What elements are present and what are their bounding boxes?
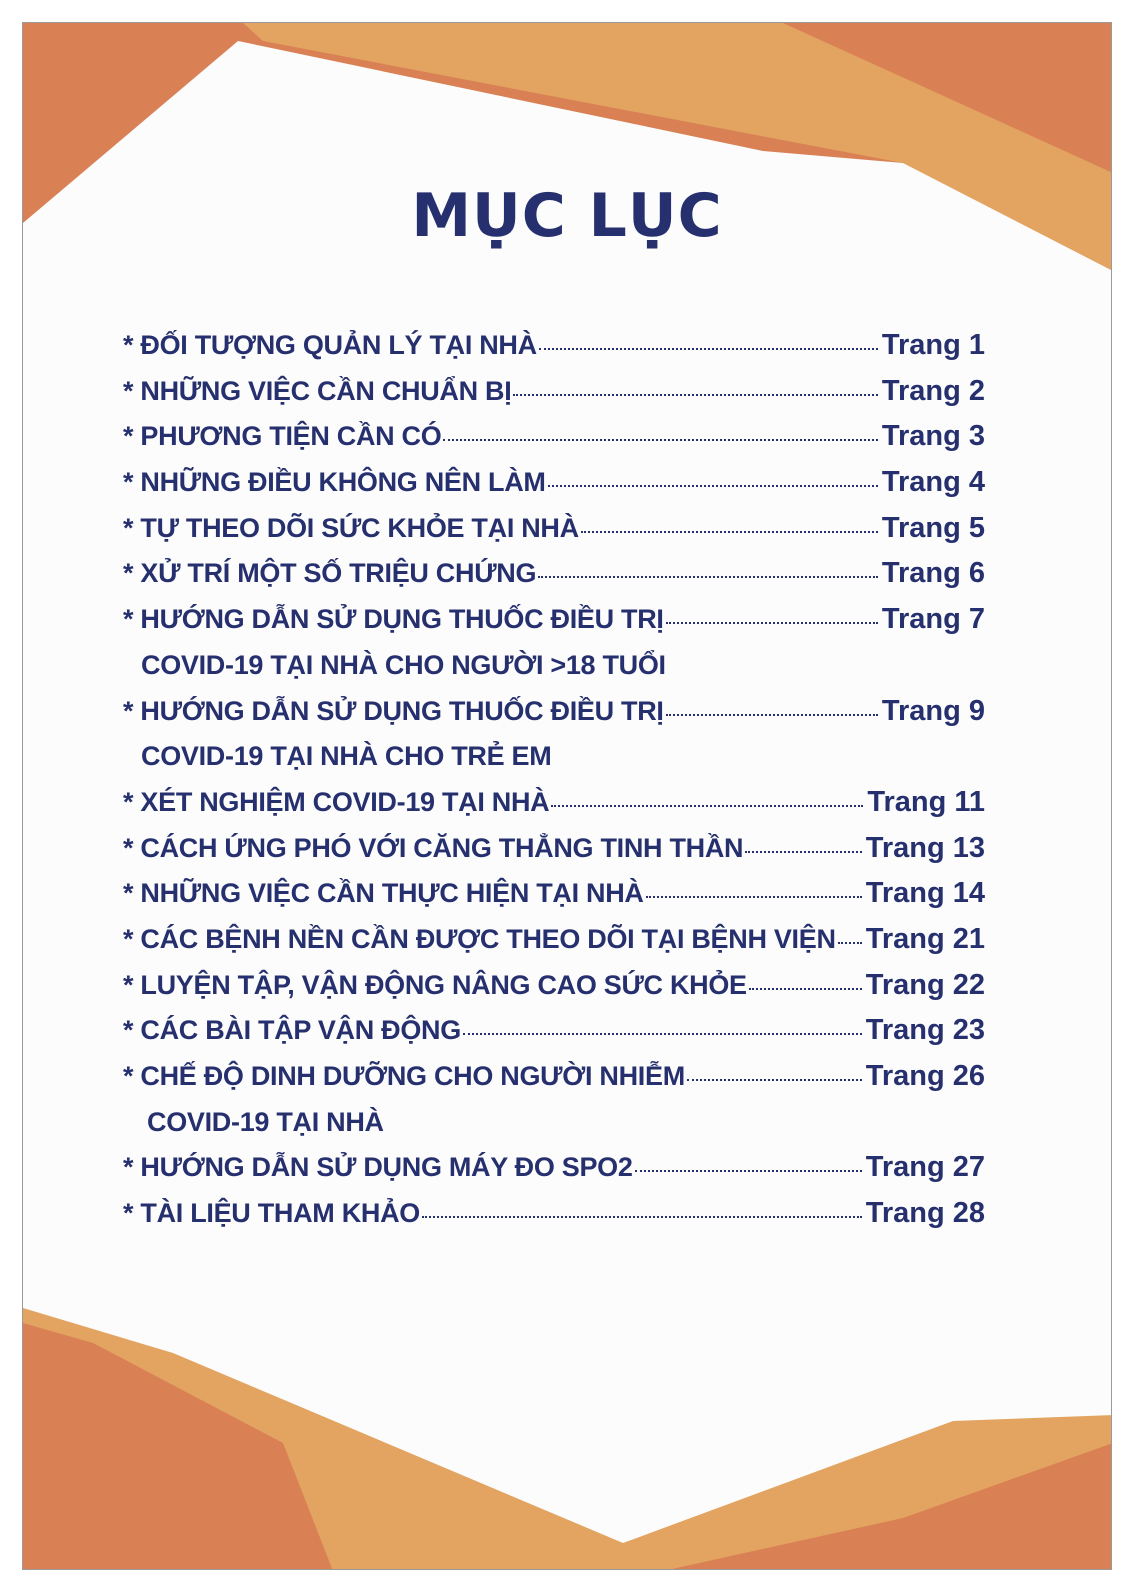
toc-entry[interactable] [123, 551, 985, 597]
toc-row [123, 323, 985, 369]
dot-leader [745, 851, 861, 853]
document-page [22, 22, 1112, 1570]
toc-entry-title: * NHỮNG VIỆC CẦN CHUẨN BỊ [123, 375, 512, 406]
dot-leader [539, 348, 878, 350]
toc-entry-title: * CÁCH ỨNG PHÓ VỚI CĂNG THẲNG TINH THẦN [123, 832, 744, 863]
dot-leader [646, 896, 862, 898]
toc-row [123, 780, 985, 826]
toc-entry[interactable] [123, 323, 985, 369]
dot-leader [838, 942, 862, 944]
toc-entry[interactable] [123, 1054, 985, 1145]
toc-row [123, 597, 985, 643]
dot-leader [443, 439, 877, 441]
dot-leader [687, 1079, 862, 1081]
toc-entry-title: * LUYỆN TẬP, VẬN ĐỘNG NÂNG CAO SỨC KHỎE [123, 969, 747, 1000]
toc-entry-title: * HƯỚNG DẪN SỬ DỤNG THUỐC ĐIỀU TRỊ [123, 695, 664, 726]
toc-row [123, 689, 985, 735]
toc-entry-page: Trang 21 [865, 922, 985, 955]
toc-entry[interactable] [123, 963, 985, 1009]
dot-leader [635, 1170, 862, 1172]
table-of-contents [123, 323, 985, 1237]
dot-leader [513, 394, 877, 396]
toc-entry-page: Trang 28 [865, 1197, 985, 1230]
toc-entry[interactable] [123, 780, 985, 826]
toc-row [123, 369, 985, 415]
toc-entry-page: Trang 2 [881, 374, 985, 407]
toc-row [123, 826, 985, 872]
toc-entry-page: Trang 11 [867, 785, 985, 818]
toc-entry-page: Trang 26 [865, 1060, 985, 1092]
dot-leader [538, 576, 878, 578]
toc-entry-continuation: COVID-19 TẠI NHÀ CHO TRẺ EM [141, 741, 552, 772]
toc-entry-page: Trang 23 [865, 1014, 985, 1047]
toc-entry-page: Trang 1 [881, 329, 985, 361]
dot-leader [581, 531, 878, 533]
dot-leader [422, 1216, 862, 1218]
toc-row [123, 460, 985, 506]
dot-leader [463, 1033, 862, 1035]
toc-entry-page: Trang 22 [865, 968, 985, 1001]
toc-row [123, 871, 985, 917]
toc-entry-title: * HƯỚNG DẪN SỬ DỤNG MÁY ĐO SPO2 [123, 1152, 633, 1183]
toc-entry[interactable] [123, 826, 985, 872]
toc-entry-page: Trang 3 [881, 420, 985, 453]
toc-entry-title: * XỬ TRÍ MỘT SỐ TRIỆU CHỨNG [123, 558, 537, 589]
toc-entry-title: * CÁC BỆNH NỀN CẦN ĐƯỢC THEO DÕI TẠI BỆNH VIỆN [123, 923, 836, 954]
toc-entry-page: Trang 4 [881, 466, 985, 499]
toc-entry[interactable] [123, 917, 985, 963]
toc-row [123, 506, 985, 552]
toc-row [123, 917, 985, 963]
toc-entry-title: * NHỮNG VIỆC CẦN THỰC HIỆN TẠI NHÀ [123, 878, 644, 909]
toc-entry-continuation: COVID-19 TẠI NHÀ [147, 1106, 384, 1137]
toc-row [123, 1145, 985, 1191]
toc-entry-title: * HƯỚNG DẪN SỬ DỤNG THUỐC ĐIỀU TRỊ [123, 604, 664, 635]
toc-entry-page: Trang 6 [881, 557, 985, 590]
toc-entry-page: Trang 5 [881, 511, 985, 544]
toc-entry-page: Trang 27 [865, 1151, 985, 1184]
toc-entry[interactable] [123, 689, 985, 780]
toc-entry-title: * CHẾ ĐỘ DINH DƯỠNG CHO NGƯỜI NHIỄM [123, 1061, 685, 1091]
toc-entry[interactable] [123, 1191, 985, 1237]
dot-leader [551, 805, 863, 807]
toc-entry-continuation: COVID-19 TẠI NHÀ CHO NGƯỜI >18 TUỔI [141, 649, 666, 680]
toc-row [123, 1191, 985, 1237]
toc-entry[interactable] [123, 460, 985, 506]
toc-entry-title: * TỰ THEO DÕI SỨC KHỎE TẠI NHÀ [123, 512, 579, 543]
toc-entry[interactable] [123, 506, 985, 552]
toc-entry-title: * CÁC BÀI TẬP VẬN ĐỘNG [123, 1015, 461, 1046]
page-title: MỤC LỤC [411, 181, 723, 251]
dot-leader [666, 714, 878, 716]
dot-leader [666, 622, 878, 624]
toc-entry[interactable] [123, 414, 985, 460]
toc-row [123, 1008, 985, 1054]
toc-row [123, 414, 985, 460]
toc-entry[interactable] [123, 1008, 985, 1054]
toc-row [123, 1054, 985, 1100]
toc-entry-title: * ĐỐI TƯỢNG QUẢN LÝ TẠI NHÀ [123, 330, 537, 360]
toc-entry[interactable] [123, 369, 985, 415]
toc-entry-page: Trang 13 [865, 831, 985, 864]
toc-entry-title: * PHƯƠNG TIỆN CẦN CÓ [123, 421, 442, 452]
dot-leader [749, 988, 862, 990]
toc-row [123, 963, 985, 1009]
toc-entry-page: Trang 9 [881, 694, 985, 727]
toc-row [123, 551, 985, 597]
dot-leader [548, 485, 878, 487]
toc-entry-title: * TÀI LIỆU THAM KHẢO [123, 1198, 420, 1229]
toc-entry[interactable] [123, 871, 985, 917]
toc-entry-title: * NHỮNG ĐIỀU KHÔNG NÊN LÀM [123, 467, 546, 498]
toc-entry-page: Trang 14 [865, 877, 985, 910]
toc-entry-title: * XÉT NGHIỆM COVID-19 TẠI NHÀ [123, 786, 550, 817]
toc-entry[interactable] [123, 597, 985, 688]
toc-entry-page: Trang 7 [881, 603, 985, 636]
toc-entry[interactable] [123, 1145, 985, 1191]
